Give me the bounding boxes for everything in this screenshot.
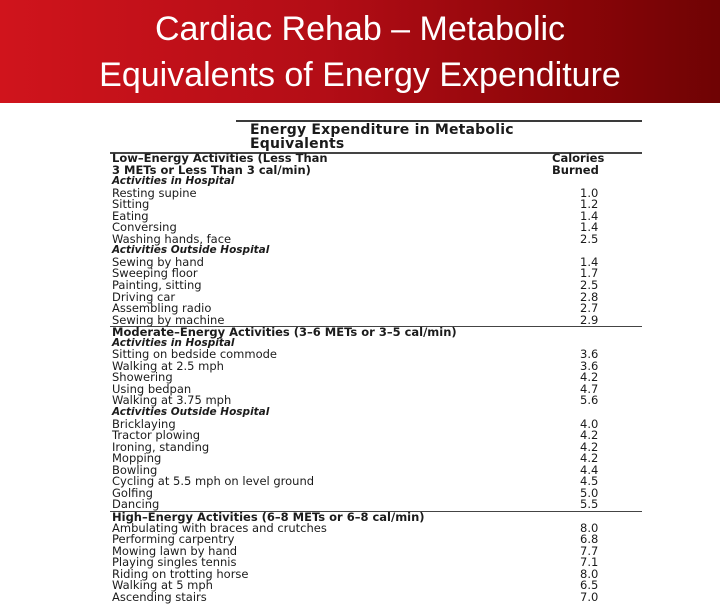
activity-name: Conversing [112, 220, 177, 235]
calories-value: 4.2 [580, 439, 599, 454]
table-row [110, 485, 642, 500]
moderate-in-hospital-list [110, 349, 642, 407]
slide-title [10, 6, 710, 98]
calories-value: 8.0 [580, 566, 599, 581]
low-energy-heading-line-1: Low–Energy Activities (Less Than [112, 151, 328, 165]
calories-value: 8.0 [580, 520, 599, 535]
activity-name: Showering [112, 370, 173, 385]
calories-value: 1.7 [580, 266, 599, 281]
calories-header-line-1: Calories [552, 151, 605, 165]
activity-name: Using bedpan [112, 381, 192, 396]
calories-value: 1.0 [580, 185, 599, 200]
table-row [110, 439, 642, 454]
calories-value: 5.0 [580, 485, 599, 500]
activity-name: Golfing [112, 485, 153, 500]
calories-value: 4.7 [580, 381, 599, 396]
calories-value: 2.7 [580, 301, 599, 316]
activity-name: Sitting [112, 197, 150, 212]
activity-name: Sewing by machine [112, 312, 225, 327]
table-row [110, 453, 642, 465]
calories-value: 4.4 [580, 462, 599, 477]
subsection-label-text: Activities Outside Hospital [112, 244, 270, 257]
activity-name: Mopping [112, 451, 162, 466]
activity-name: Ascending stairs [112, 589, 207, 604]
slide-title-line-2: Equivalents of Energy Expenditure [99, 55, 621, 94]
low-energy-heading-line-2: 3 METs or Less Than 3 cal/min) [112, 162, 311, 177]
calories-header-line-2: Burned [552, 162, 599, 177]
calories-value: 4.2 [580, 370, 599, 385]
calories-value: 1.4 [580, 220, 599, 235]
subsection-label-text: Activities in Hospital [112, 336, 235, 349]
calories-value: 7.1 [580, 555, 599, 570]
calories-value: 4.5 [580, 474, 599, 489]
activity-name: Sweeping floor [112, 266, 198, 281]
table-row [110, 185, 642, 200]
calories-value: 2.8 [580, 289, 599, 304]
activity-name: Walking at 3.75 mph [112, 393, 232, 408]
calories-value: 7.7 [580, 543, 599, 558]
high-energy-heading-text: High–Energy Activities (6–8 METs or 6–8 cal/min) [112, 509, 425, 524]
subsection-label [110, 407, 642, 419]
low-in-hospital-list [110, 185, 642, 246]
activity-name: Mowing lawn by hand [112, 543, 238, 558]
calories-value: 3.6 [580, 347, 599, 362]
activity-name: Walking at 2.5 mph [112, 358, 224, 373]
calories-value: 6.8 [580, 532, 599, 547]
activity-name: Cycling at 5.5 mph on level ground [112, 474, 315, 489]
activity-name: Tractor plowing [112, 428, 201, 443]
calories-value: 1.4 [580, 254, 599, 269]
calories-value: 3.6 [580, 358, 599, 373]
activity-name: Performing carpentry [112, 532, 235, 547]
calories-value: 4.2 [580, 451, 599, 466]
calories-value: 1.2 [580, 197, 599, 212]
moderate-outside-list [110, 416, 642, 512]
calories-value: 2.9 [580, 312, 599, 327]
calories-value: 4.0 [580, 416, 599, 431]
calories-value: 7.0 [580, 589, 599, 604]
table-row [110, 476, 642, 488]
energy-expenditure-table [110, 118, 642, 604]
calories-value: 5.6 [580, 393, 599, 408]
table-title [250, 123, 642, 151]
activity-name: Riding on trotting horse [112, 566, 249, 581]
activity-name: Ironing, standing [112, 439, 210, 454]
calories-value: 2.5 [580, 231, 599, 246]
table-title-line-1: Energy Expenditure in Metabolic [250, 122, 514, 138]
table-title-line-2: Equivalents [250, 136, 345, 152]
activity-name: Resting supine [112, 185, 197, 200]
moderate-energy-heading-text: Moderate–Energy Activities (3–6 METs or 3–5 cal/min) [112, 325, 457, 340]
activity-name: Sewing by hand [112, 254, 204, 269]
table-row [110, 589, 642, 604]
slide-header [0, 0, 720, 103]
subsection-label-text: Activities in Hospital [112, 175, 235, 188]
activity-name: Eating [112, 208, 149, 223]
calories-value: 4.2 [580, 428, 599, 443]
activity-name: Washing hands, face [112, 231, 232, 246]
activity-name: Sitting on bedside commode [112, 347, 277, 362]
activity-name: Playing singles tennis [112, 555, 237, 570]
activity-name: Ambulating with braces and crutches [112, 520, 327, 535]
subsection-label-text: Activities Outside Hospital [112, 406, 270, 419]
activity-name: Painting, sitting [112, 278, 202, 293]
table-row [110, 208, 642, 223]
slide-title-line-1: Cardiac Rehab – Metabolic [154, 9, 566, 48]
table-row [110, 280, 642, 292]
high-energy-list [110, 520, 642, 604]
activity-name: Assembling radio [112, 301, 212, 316]
calories-value: 1.4 [580, 208, 599, 223]
calories-value: 6.5 [580, 578, 599, 593]
activity-name: Driving car [112, 289, 176, 304]
table-row [110, 199, 642, 211]
table-rows [110, 153, 642, 603]
activity-name: Bricklaying [112, 416, 176, 431]
low-outside-list [110, 254, 642, 327]
activity-name: Bowling [112, 462, 158, 477]
calories-value: 2.5 [580, 278, 599, 293]
activity-name: Walking at 5 mph [112, 578, 213, 593]
activity-name: Dancing [112, 497, 160, 512]
calories-value: 5.5 [580, 497, 599, 512]
table-row [110, 358, 642, 373]
